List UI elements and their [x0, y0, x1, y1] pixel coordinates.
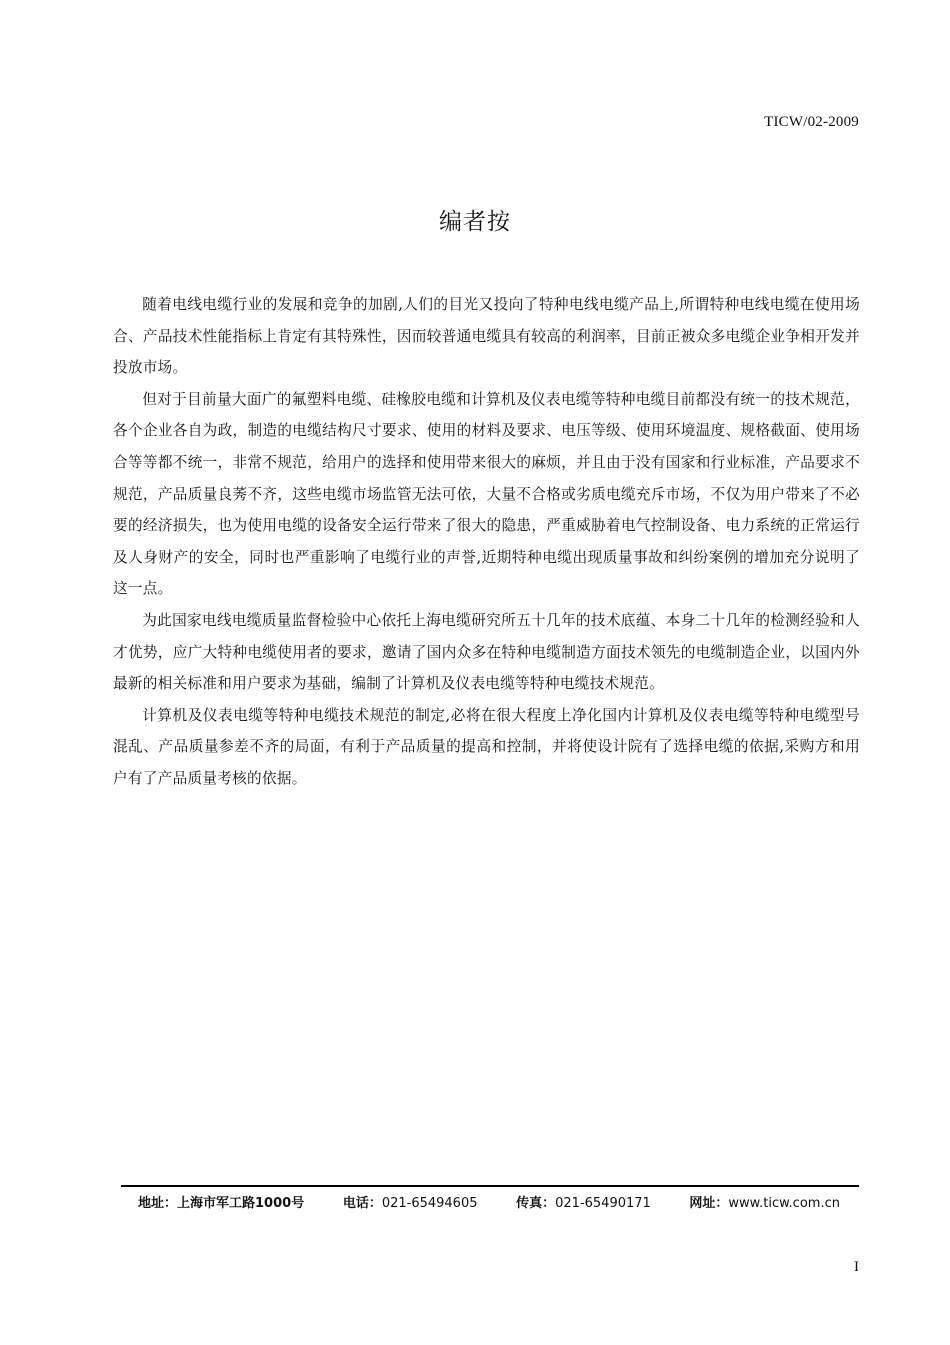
paragraph-1: 随着电线电缆行业的发展和竞争的加剧,人们的目光又投向了特种电线电缆产品上,所谓特种电线电缆在使用场合、产品技术性能指标上肯定有其特殊性，因而较普通电缆具有较高的利润率，目前正被众多电缆企业争相开发并投放市场。 [113, 296, 860, 377]
footer-divider [121, 1185, 859, 1187]
fax-label: 传真： [516, 1196, 556, 1211]
website-label: 网址： [689, 1196, 729, 1211]
footer-phone [343, 1192, 478, 1211]
phone-value: 021-65494605 [381, 1196, 478, 1211]
address-value: 上海市军工路1000号 [177, 1196, 305, 1211]
phone-label: 电话： [342, 1196, 382, 1211]
footer-address [138, 1192, 304, 1211]
footer-website [689, 1192, 840, 1211]
paragraph-2: 但对于目前量大面广的氟塑料电缆、硅橡胶电缆和计算机及仪表电缆等特种电缆目前都没有统一的技术规范，各个企业各自为政，制造的电缆结构尺寸要求、使用的材料及要求、电压等级、使用环境温度、规格截面、使用场合等等都不统一，非常不规范，给用户的选择和使用带来很大的麻烦，并且由于没有国家和行业标准，产品要求不规范，产品质量良莠不齐，这些电缆市场监管无法可依，大量不合格或劣质电缆充斥市场，不仅为用户带来了不必要的经济损失，也为使用电缆的设备安全运行带来了很大的隐患，严重威胁着电气控制设备、电力系统的正常运行及人身财产的安全，同时也严重影响了电缆行业的声誉,近期特种电缆出现质量事故和纠纷案例的增加充分说明了这一点。 [113, 390, 860, 598]
paragraph-3: 为此国家电线电缆质量监督检验中心依托上海电缆研究所五十几年的技术底蕴、本身二十几年的检测经验和人才优势，应广大特种电缆使用者的要求，邀请了国内众多在特种电缆制造方面技术领先的电缆制造企业，以国内外最新的相关标准和用户要求为基础，编制了计算机及仪表电缆等特种电缆技术规范。 [113, 611, 860, 693]
fax-value: 021-65490171 [555, 1196, 651, 1211]
document-code: TICW/02-2009 [764, 114, 859, 130]
page-number: I [854, 1259, 859, 1275]
page-title: 编者按 [439, 209, 511, 235]
website-link[interactable]: www.ticw.com.cn [728, 1196, 840, 1211]
paragraph-4: 计算机及仪表电缆等特种电缆技术规范的制定,必将在很大程度上净化国内计算机及仪表电缆等特种电缆型号混乱、产品质量参差不齐的局面，有利于产品质量的提高和控制，并将使设计院有了选择电缆的依据,采购方和用户有了产品质量考核的依据。 [113, 706, 860, 787]
body-text [113, 289, 860, 795]
footer-fax [516, 1192, 651, 1211]
footer [138, 1192, 840, 1211]
address-label: 地址： [138, 1196, 178, 1211]
